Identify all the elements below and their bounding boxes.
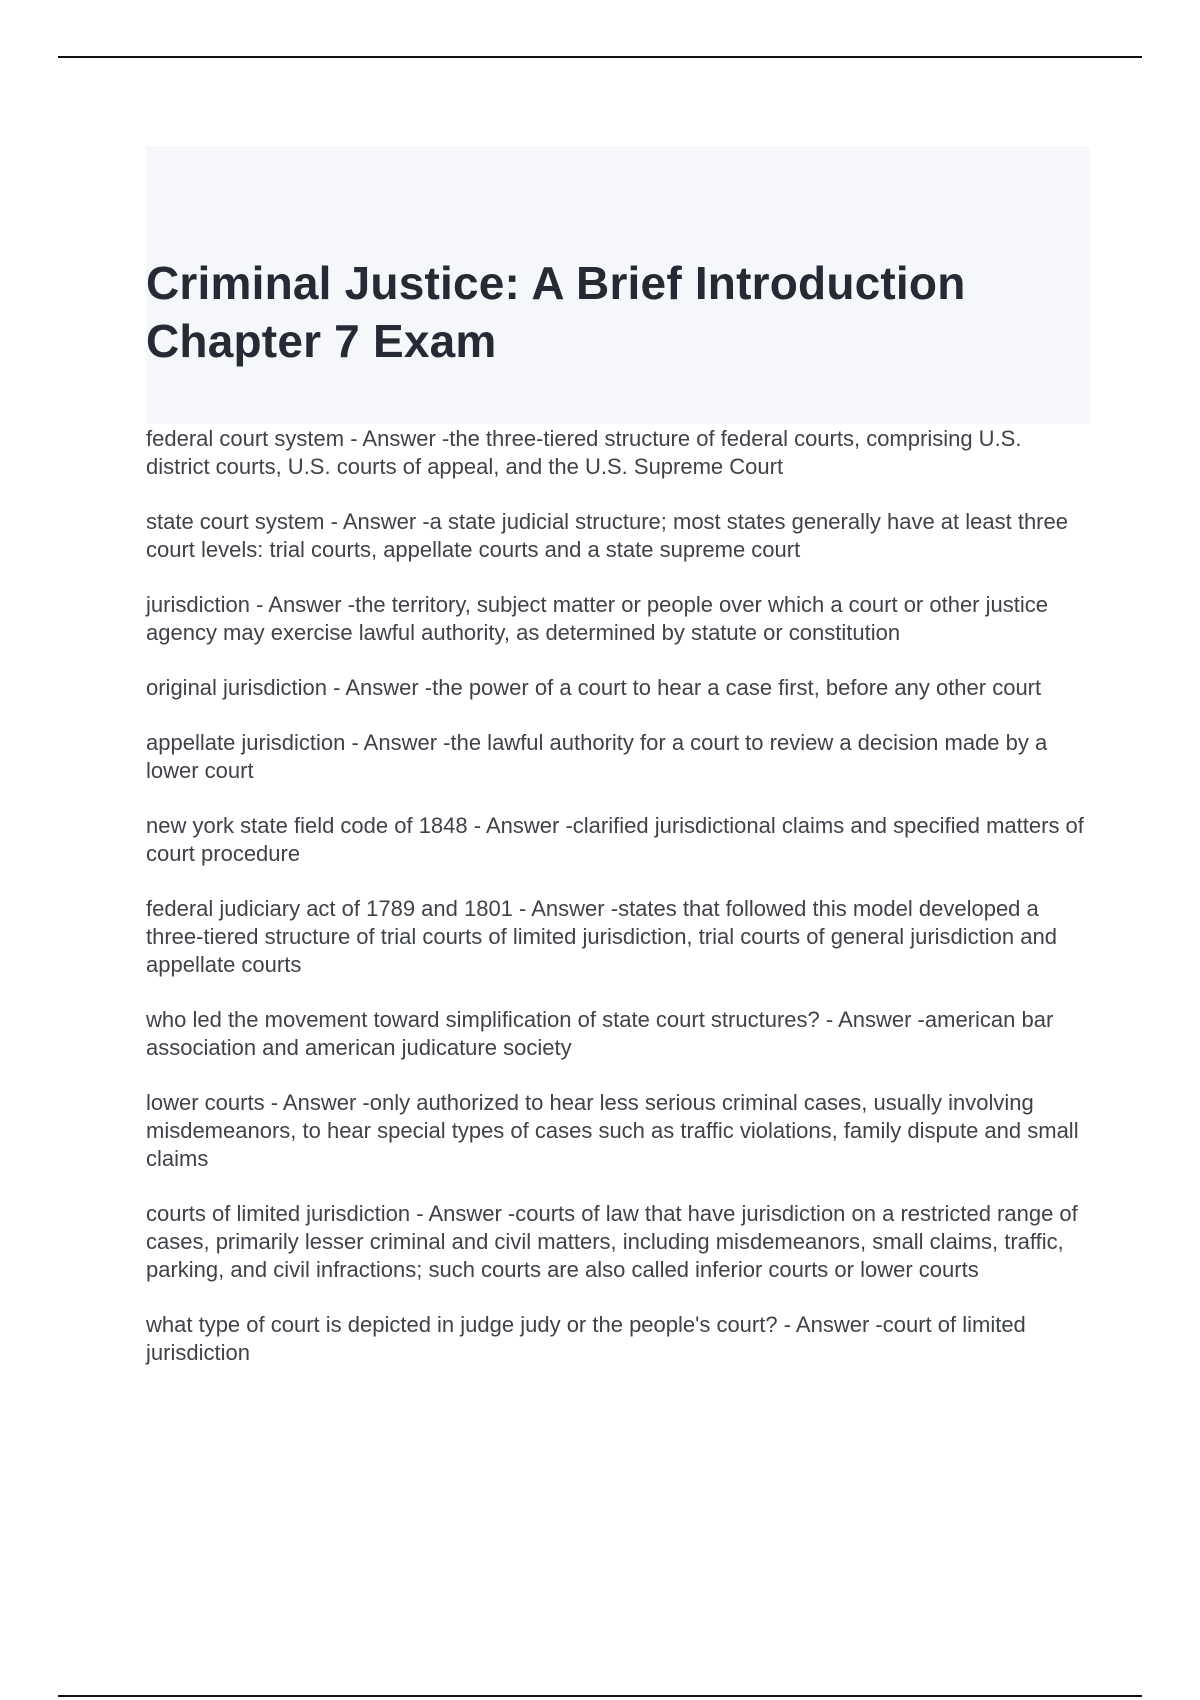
entry-separator: - Answer - [345, 730, 451, 755]
qa-entry [146, 425, 1090, 481]
entry-separator: - Answer - [324, 509, 430, 534]
entry-term: appellate jurisdiction [146, 730, 346, 755]
title-line-1: Criminal Justice: A Brief Introduction [146, 257, 966, 309]
entry-separator: - Answer - [249, 592, 356, 617]
entry-answer: clarified jurisdictional claims and specified matters of court procedure [146, 813, 1084, 866]
document-title [146, 254, 1090, 370]
qa-entry [146, 1089, 1090, 1173]
entry-term: state court system [146, 509, 325, 534]
entry-answer: states that followed this model developed a three-tiered structure of trial courts of limited jurisdiction, trial courts of general jurisdiction and appellate courts [146, 896, 1057, 977]
entry-separator: - Answer - [819, 1007, 925, 1032]
entry-answer: court of limited jurisdiction [146, 1312, 1026, 1365]
qa-entry [146, 1311, 1090, 1367]
entry-term: federal judiciary act of 1789 and 1801 [146, 896, 513, 921]
entry-separator: - Answer - [326, 675, 433, 700]
entry-answer: american bar association and american judicature society [146, 1007, 1054, 1060]
qa-entry [146, 1006, 1090, 1062]
entry-answer: the lawful authority for a court to review a decision made by a lower court [146, 730, 1048, 783]
entry-term: lower courts [146, 1090, 265, 1115]
entry-separator: - Answer - [264, 1090, 370, 1115]
qa-entry [146, 812, 1090, 868]
entry-answer: the three-tiered structure of federal courts, comprising U.S. district courts, U.S. courts of appeal, and the U.S. Supreme Court [146, 426, 1022, 479]
qa-entry [146, 674, 1090, 702]
bottom-rule [58, 1695, 1142, 1697]
top-rule [58, 56, 1142, 58]
entry-term: jurisdiction [146, 592, 250, 617]
entry-term: courts of limited jurisdiction [146, 1201, 411, 1226]
entry-answer: the territory, subject matter or people over which a court or other justice agency may exercise lawful authority, as determined by statute or constitution [146, 592, 1048, 645]
entry-term: what type of court is depicted in judge judy or the people's court? [146, 1312, 778, 1337]
entry-term: original jurisdiction [146, 675, 327, 700]
title-line-2: Chapter 7 Exam [146, 315, 497, 367]
entry-answer: courts of law that have jurisdiction on a restricted range of cases, primarily lesser criminal and civil matters, including misdemeanors, small claims, traffic, parking, and civil infractions; such courts are also called inferior courts or lower courts [146, 1201, 1078, 1282]
entry-answer: a state judicial structure; most states generally have at least three court levels: trial courts, appellate courts and a state supreme court [146, 509, 1068, 562]
entry-answer: the power of a court to hear a case first, before any other court [432, 675, 1042, 700]
entry-separator: - Answer - [512, 896, 619, 921]
entry-answer: only authorized to hear less serious criminal cases, usually involving misdemeanors, to hear special types of cases such as traffic violations, family dispute and small claims [146, 1090, 1079, 1171]
entry-separator: - Answer - [777, 1312, 883, 1337]
entry-term: new york state field code of 1848 [146, 813, 468, 838]
qa-entry [146, 729, 1090, 785]
qa-entry [146, 591, 1090, 647]
entry-term: who led the movement toward simplification of state court structures? [146, 1007, 820, 1032]
qa-entry [146, 1200, 1090, 1284]
qa-entry [146, 895, 1090, 979]
entry-term: federal court system [146, 426, 345, 451]
qa-entry [146, 508, 1090, 564]
entry-separator: - Answer - [410, 1201, 516, 1226]
entry-separator: - Answer - [467, 813, 573, 838]
entry-separator: - Answer - [344, 426, 450, 451]
qa-list [146, 425, 1090, 1394]
